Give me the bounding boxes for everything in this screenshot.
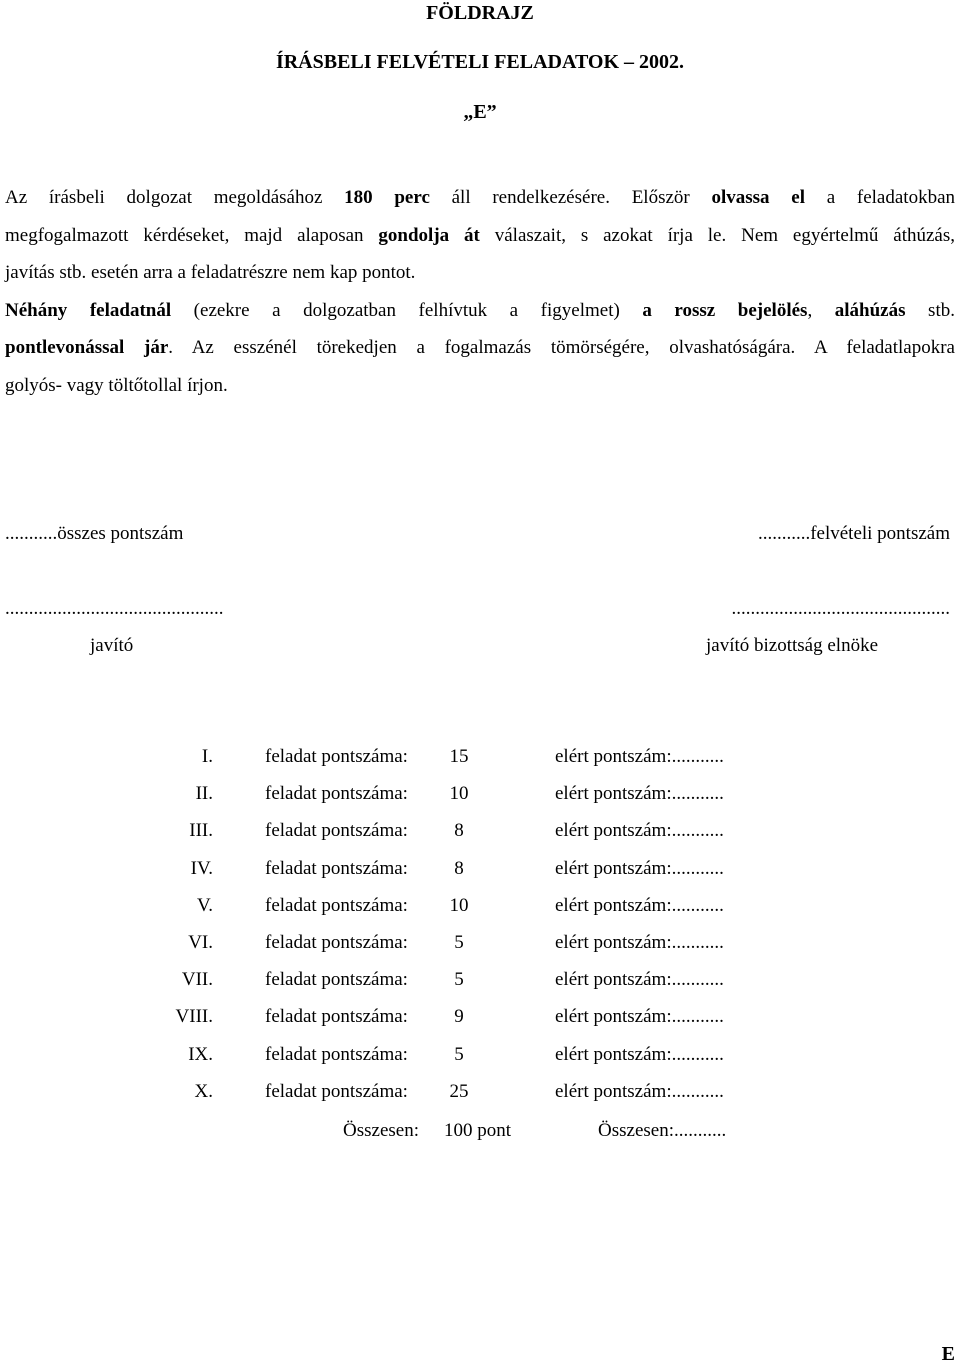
task-max-points: 5 — [454, 969, 464, 990]
task-max-points: 9 — [454, 1006, 464, 1027]
task-number: X. — [194, 1081, 213, 1102]
totals-row — [0, 1120, 960, 1144]
task-max-points: 15 — [449, 746, 469, 767]
task-row — [0, 1081, 960, 1105]
version-mark: E — [941, 1343, 955, 1365]
task-points-label: feladat pontszáma: — [265, 746, 408, 767]
task-row — [0, 820, 960, 844]
task-earned-points: elért pontszám:........... — [555, 932, 724, 953]
task-max-points: 5 — [454, 932, 464, 953]
task-points-label: feladat pontszáma: — [265, 1044, 408, 1065]
task-earned-points: elért pontszám:........... — [555, 1044, 724, 1065]
task-number: VII. — [181, 969, 213, 990]
version-label: „E” — [463, 101, 497, 123]
task-points-label: feladat pontszáma: — [265, 1081, 408, 1102]
task-number: VIII. — [175, 1006, 213, 1027]
task-max-points: 10 — [449, 783, 469, 804]
task-number: IX. — [188, 1044, 213, 1065]
task-points-label: feladat pontszáma: — [265, 1006, 408, 1027]
task-row — [0, 895, 960, 919]
task-earned-points: elért pontszám:........... — [555, 746, 724, 767]
task-max-points: 10 — [449, 895, 469, 916]
task-row — [0, 1006, 960, 1030]
task-earned-points: elért pontszám:........... — [555, 969, 724, 990]
totals-points: 100 pont — [444, 1120, 512, 1141]
task-points-label: feladat pontszáma: — [265, 969, 408, 990]
signature-line-right: .............................................. — [731, 598, 950, 619]
instructions-line-5: pontlevonással jár. Az esszénél törekedjen a fogalmazás tömörségére, olvashatóságára. A feladatlapokra — [5, 337, 955, 358]
total-score-field: ...........összes pontszám — [5, 523, 184, 544]
instructions-line-4: Néhány feladatnál (ezekre a dolgozatban felhívtuk a figyelmet) a rossz bejelölés, aláhúzás stb. — [5, 300, 955, 321]
task-row — [0, 783, 960, 807]
task-number: IV. — [190, 858, 213, 879]
instructions-line-1: Az írásbeli dolgozat megoldásához 180 perc áll rendelkezésére. Először olvassa el a feladatokban — [5, 187, 956, 208]
task-row — [0, 746, 960, 770]
totals-label: Összesen: — [343, 1120, 419, 1141]
task-earned-points: elért pontszám:........... — [555, 820, 724, 841]
signature-label-corrector: javító — [90, 635, 134, 656]
task-row — [0, 858, 960, 882]
task-points-label: feladat pontszáma: — [265, 820, 408, 841]
task-max-points: 8 — [454, 858, 464, 879]
task-row — [0, 932, 960, 956]
task-earned-points: elért pontszám:........... — [555, 1006, 724, 1027]
task-points-label: feladat pontszáma: — [265, 858, 408, 879]
task-row — [0, 969, 960, 993]
signature-line-left: .............................................. — [5, 598, 224, 619]
subject-title: FÖLDRAJZ — [426, 2, 534, 24]
task-earned-points: elért pontszám:........... — [555, 858, 724, 879]
exam-title: ÍRÁSBELI FELVÉTELI FELADATOK – 2002. — [275, 51, 685, 73]
task-points-label: feladat pontszáma: — [265, 895, 408, 916]
instructions-line-3: javítás stb. esetén arra a feladatrészre nem kap pontot. — [5, 262, 416, 283]
task-number: V. — [196, 895, 213, 916]
instructions-line-2: megfogalmazott kérdéseket, majd alaposan gondolja át válaszait, s azokat írja le. Nem egyértelmű áthúzás, — [5, 225, 955, 246]
task-row — [0, 1044, 960, 1068]
task-max-points: 5 — [454, 1044, 464, 1065]
task-earned-points: elért pontszám:........... — [555, 895, 724, 916]
admission-score-field: ...........felvételi pontszám — [757, 523, 950, 544]
task-max-points: 8 — [454, 820, 464, 841]
instructions-line-6: golyós- vagy töltőtollal írjon. — [5, 375, 228, 396]
task-points-label: feladat pontszáma: — [265, 932, 408, 953]
task-number: III. — [189, 820, 213, 841]
task-max-points: 25 — [449, 1081, 469, 1102]
task-number: II. — [195, 783, 213, 804]
task-earned-points: elért pontszám:........... — [555, 783, 724, 804]
totals-earned: Összesen:........... — [598, 1120, 727, 1141]
task-points-label: feladat pontszáma: — [265, 783, 408, 804]
signature-label-chair: javító bizottság elnöke — [706, 635, 879, 656]
task-earned-points: elért pontszám:........... — [555, 1081, 724, 1102]
task-number: VI. — [188, 932, 213, 953]
task-number: I. — [201, 746, 213, 767]
